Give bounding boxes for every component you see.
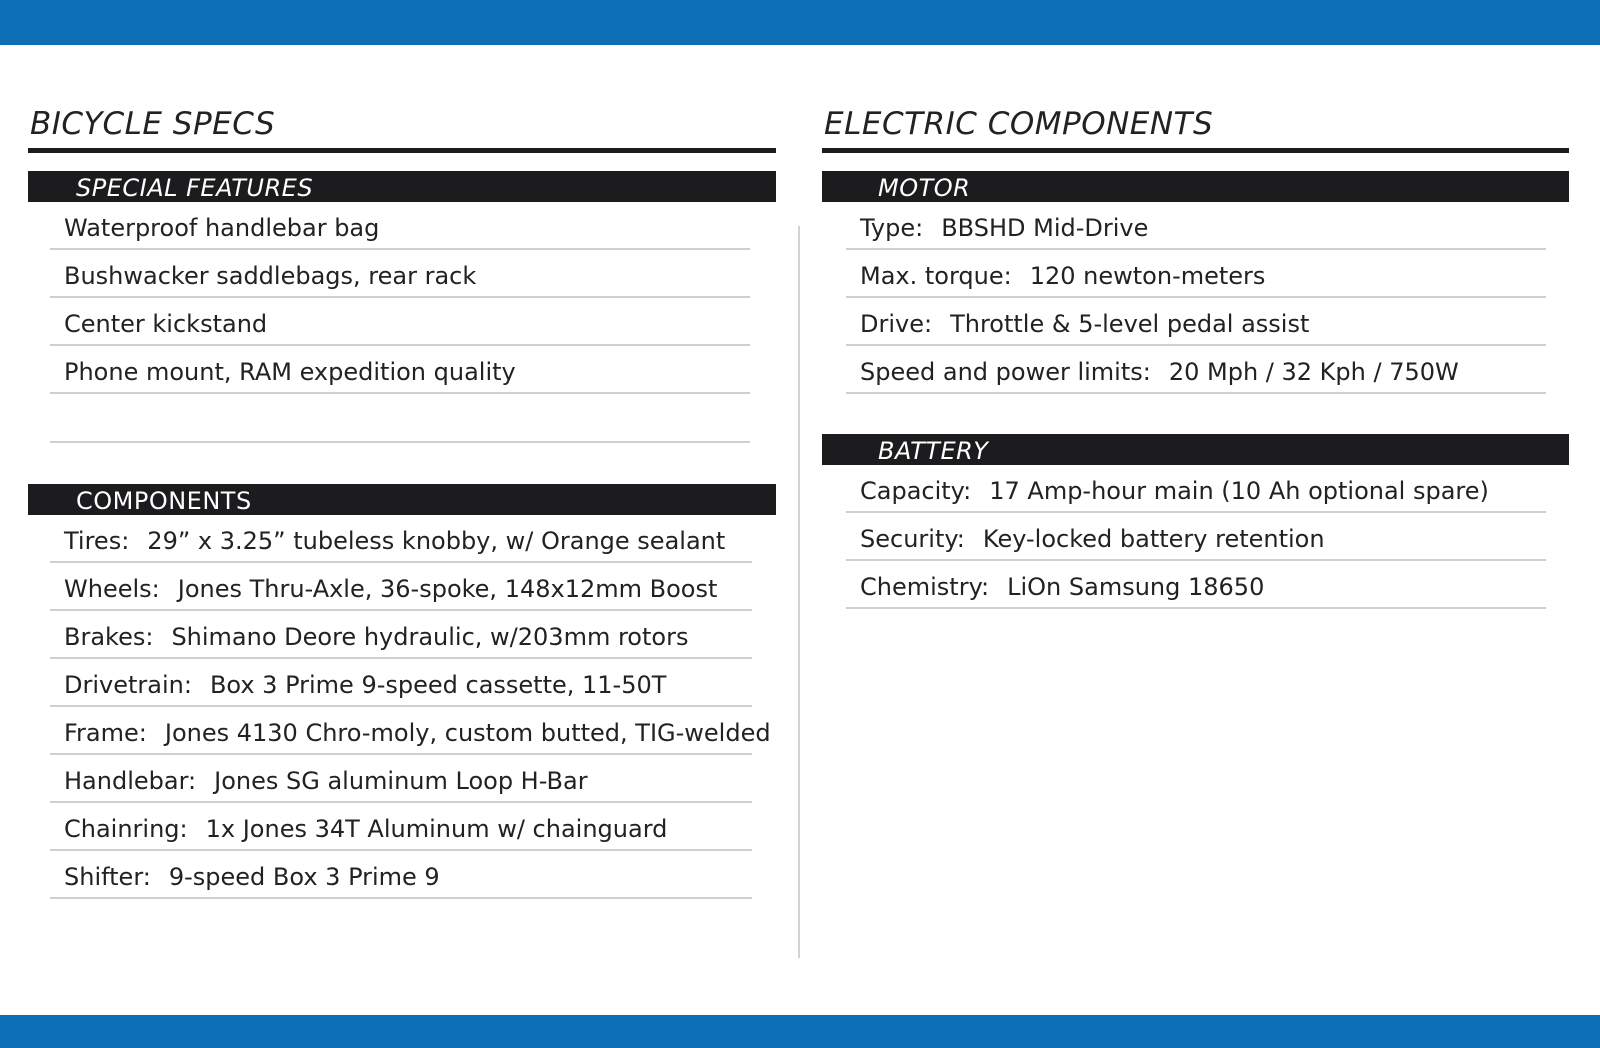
list-item: Waterproof handlebar bag <box>50 202 750 250</box>
special-features-bar <box>28 171 776 202</box>
spec-row <box>50 803 752 851</box>
spec-label: Chemistry: <box>860 573 990 601</box>
spec-value: BBSHD Mid-Drive <box>941 214 1149 242</box>
spec-value: 120 newton-meters <box>1029 262 1266 290</box>
spec-row <box>846 250 1546 298</box>
spec-value: Jones SG aluminum Loop H-Bar <box>214 767 588 795</box>
motor-bar <box>822 171 1569 202</box>
spec-label: Type: <box>860 214 924 242</box>
spec-label: Capacity: <box>860 477 972 505</box>
spec-value: 17 Amp-hour main (10 Ah optional spare) <box>989 477 1489 505</box>
electric-components-column <box>822 100 1569 609</box>
spec-row <box>50 515 752 563</box>
motor-list <box>846 202 1546 394</box>
spec-row <box>846 561 1546 609</box>
spec-row <box>50 611 752 659</box>
spec-label: Max. torque: <box>860 262 1012 290</box>
components-bar <box>28 484 776 515</box>
spec-label: Brakes: <box>64 623 154 651</box>
spec-label: Drive: <box>860 310 933 338</box>
bottom-blue-band <box>0 1015 1600 1048</box>
electric-components-title: ELECTRIC COMPONENTS <box>822 100 1569 153</box>
spec-row <box>50 707 771 755</box>
spec-value: Box 3 Prime 9-speed cassette, 11-50T <box>209 671 667 699</box>
spec-value: LiOn Samsung 18650 <box>1007 573 1265 601</box>
spec-label: Drivetrain: <box>64 671 192 699</box>
special-features-heading: SPECIAL FEATURES <box>76 174 314 202</box>
column-divider <box>798 226 800 958</box>
spec-row <box>50 563 752 611</box>
spec-row <box>846 346 1546 394</box>
spec-value: Jones 4130 Chro-moly, custom butted, TIG-welded <box>164 719 771 747</box>
components-heading: COMPONENTS <box>76 487 252 515</box>
battery-heading: BATTERY <box>878 437 989 465</box>
spec-value: Key-locked battery retention <box>982 525 1325 553</box>
list-item: Center kickstand <box>50 298 750 346</box>
spec-label: Chainring: <box>64 815 188 843</box>
list-item: Phone mount, RAM expedition quality <box>50 346 750 394</box>
spec-value: Shimano Deore hydraulic, w/203mm rotors <box>171 623 689 651</box>
spec-value: 29” x 3.25” tubeless knobby, w/ Orange sealant <box>147 527 726 555</box>
spec-label: Speed and power limits: <box>860 358 1151 386</box>
spec-value: 20 Mph / 32 Kph / 750W <box>1168 358 1459 386</box>
spec-value: 1x Jones 34T Aluminum w/ chainguard <box>205 815 668 843</box>
spec-row <box>846 513 1546 561</box>
spec-label: Security: <box>860 525 965 553</box>
special-features-list <box>50 202 750 443</box>
spec-row <box>50 755 752 803</box>
spec-row <box>50 659 752 707</box>
spec-label: Handlebar: <box>64 767 197 795</box>
bicycle-specs-column <box>28 100 776 899</box>
spec-row <box>50 851 752 899</box>
list-item: Bushwacker saddlebags, rear rack <box>50 250 750 298</box>
motor-heading: MOTOR <box>878 174 971 202</box>
bicycle-specs-title: BICYCLE SPECS <box>28 100 776 153</box>
spec-row <box>846 465 1546 513</box>
spec-value: Jones Thru-Axle, 36-spoke, 148x12mm Boost <box>177 575 718 603</box>
top-blue-band <box>0 0 1600 45</box>
spec-value: 9-speed Box 3 Prime 9 <box>168 863 440 891</box>
spec-label: Wheels: <box>64 575 160 603</box>
spec-row <box>846 202 1546 250</box>
spec-label: Tires: <box>64 527 130 555</box>
spec-label: Frame: <box>64 719 147 747</box>
spec-value: Throttle & 5-level pedal assist <box>950 310 1310 338</box>
empty-list-row <box>50 394 750 443</box>
battery-list <box>846 465 1546 609</box>
battery-bar <box>822 434 1569 465</box>
components-list <box>50 515 771 899</box>
spec-row <box>846 298 1546 346</box>
spec-label: Shifter: <box>64 863 151 891</box>
